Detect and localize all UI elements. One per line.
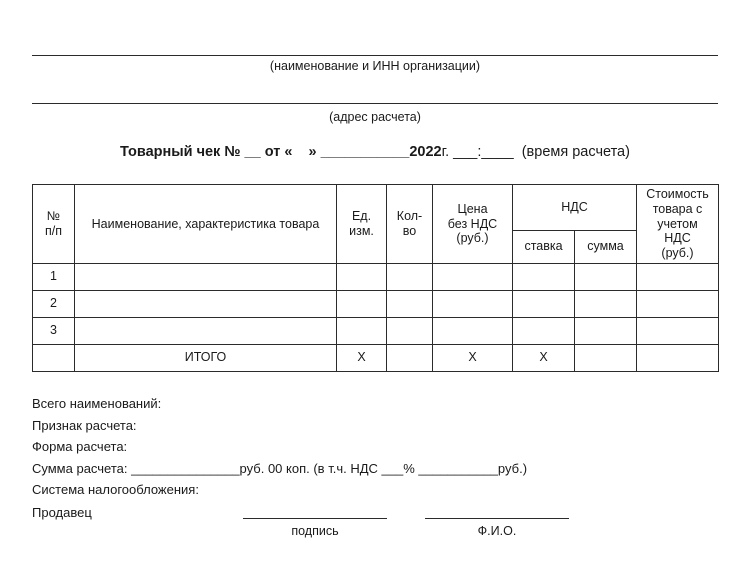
header-number-line1: № bbox=[46, 209, 61, 224]
receipt-time-caption: (время расчета) bbox=[521, 144, 630, 160]
table-row[interactable] bbox=[33, 263, 719, 290]
header-unit-line2: изм. bbox=[349, 223, 374, 238]
cell-number: 3 bbox=[33, 317, 75, 344]
signature-caption: подпись bbox=[291, 524, 339, 538]
settlement-amount-line: Сумма расчета: _______________руб. 00 коп. (в т.ч. НДС ___% ___________руб.) bbox=[32, 460, 528, 476]
total-row-number bbox=[33, 344, 75, 371]
header-cell-total bbox=[637, 185, 719, 264]
header-cell-vat-sum: сумма bbox=[575, 230, 637, 263]
cell-vat-sum[interactable] bbox=[575, 263, 637, 290]
taxation-system-line: Система налогообложения: bbox=[32, 482, 199, 497]
header-cell-unit bbox=[337, 185, 387, 264]
cell-total[interactable] bbox=[637, 263, 719, 290]
receipt-title bbox=[0, 144, 750, 160]
receipt-title-part3: г. ___:____ bbox=[441, 144, 514, 160]
header-quantity-line1: Кол- bbox=[396, 209, 423, 224]
cell-price[interactable] bbox=[433, 290, 513, 317]
receipt-title-part2: » ___________ bbox=[308, 144, 410, 160]
organization-caption: (наименование и ИНН организации) bbox=[269, 59, 481, 73]
cell-vat-sum[interactable] bbox=[575, 290, 637, 317]
header-quantity-line2: во bbox=[402, 223, 417, 238]
total-items-line: Всего наименований: bbox=[32, 396, 162, 411]
cell-quantity[interactable] bbox=[387, 317, 433, 344]
table-header-row-1 bbox=[33, 185, 719, 231]
header-cell-vat: НДС bbox=[513, 185, 637, 231]
header-total-line5: (руб.) bbox=[661, 246, 694, 260]
header-cell-quantity bbox=[387, 185, 433, 264]
total-row-total[interactable] bbox=[637, 344, 719, 371]
total-row-vat-rate: Х bbox=[513, 344, 575, 371]
address-fill-line bbox=[32, 103, 718, 104]
receipt-title-part1: Товарный чек № __ от « bbox=[120, 144, 293, 160]
cell-name[interactable] bbox=[75, 317, 337, 344]
header-cell-price bbox=[433, 185, 513, 264]
cell-unit[interactable] bbox=[337, 263, 387, 290]
header-total-line1: Стоимость bbox=[646, 187, 709, 201]
total-row-price: Х bbox=[433, 344, 513, 371]
cell-quantity[interactable] bbox=[387, 263, 433, 290]
seller-label: Продавец bbox=[32, 505, 92, 520]
total-row-label: ИТОГО bbox=[75, 344, 337, 371]
header-price-line3: (руб.) bbox=[456, 231, 489, 246]
header-total-line4: НДС bbox=[664, 231, 691, 246]
address-caption: (адрес расчета) bbox=[329, 110, 421, 124]
fio-line bbox=[425, 518, 569, 519]
cell-total[interactable] bbox=[637, 290, 719, 317]
header-cell-number bbox=[33, 185, 75, 264]
cell-unit[interactable] bbox=[337, 317, 387, 344]
table-row[interactable] bbox=[33, 290, 719, 317]
header-total-line3: учетом bbox=[657, 216, 698, 231]
header-cell-vat-rate: ставка bbox=[513, 230, 575, 263]
header-price-line1: Цена bbox=[457, 201, 488, 216]
summary-block bbox=[32, 393, 722, 501]
cell-number: 1 bbox=[33, 263, 75, 290]
header-number-line2: п/п bbox=[44, 223, 62, 238]
signature-line bbox=[243, 518, 387, 519]
cell-total[interactable] bbox=[637, 317, 719, 344]
header-total-line2: товара с bbox=[652, 201, 703, 216]
cell-vat-rate[interactable] bbox=[513, 263, 575, 290]
cell-quantity[interactable] bbox=[387, 290, 433, 317]
settlement-sign-line: Признак расчета: bbox=[32, 417, 137, 433]
total-row-quantity[interactable] bbox=[387, 344, 433, 371]
total-row-vat-sum[interactable] bbox=[575, 344, 637, 371]
header-unit-line1: Ед. bbox=[351, 209, 372, 224]
fio-caption: Ф.И.О. bbox=[477, 524, 517, 538]
table-row[interactable] bbox=[33, 317, 719, 344]
cell-price[interactable] bbox=[433, 263, 513, 290]
cell-price[interactable] bbox=[433, 317, 513, 344]
cell-unit[interactable] bbox=[337, 290, 387, 317]
cell-vat-rate[interactable] bbox=[513, 317, 575, 344]
goods-table bbox=[32, 184, 719, 372]
table-total-row bbox=[33, 344, 719, 371]
organization-fill-line bbox=[32, 55, 718, 56]
header-cell-name: Наименование, характеристика товара bbox=[75, 185, 337, 264]
cell-number: 2 bbox=[33, 290, 75, 317]
total-row-unit: Х bbox=[337, 344, 387, 371]
cell-name[interactable] bbox=[75, 263, 337, 290]
cell-name[interactable] bbox=[75, 290, 337, 317]
receipt-title-year: 2022 bbox=[409, 144, 442, 160]
cell-vat-sum[interactable] bbox=[575, 317, 637, 344]
settlement-form-line: Форма расчета: bbox=[32, 439, 128, 454]
header-price-line2: без НДС bbox=[447, 216, 498, 231]
cell-vat-rate[interactable] bbox=[513, 290, 575, 317]
